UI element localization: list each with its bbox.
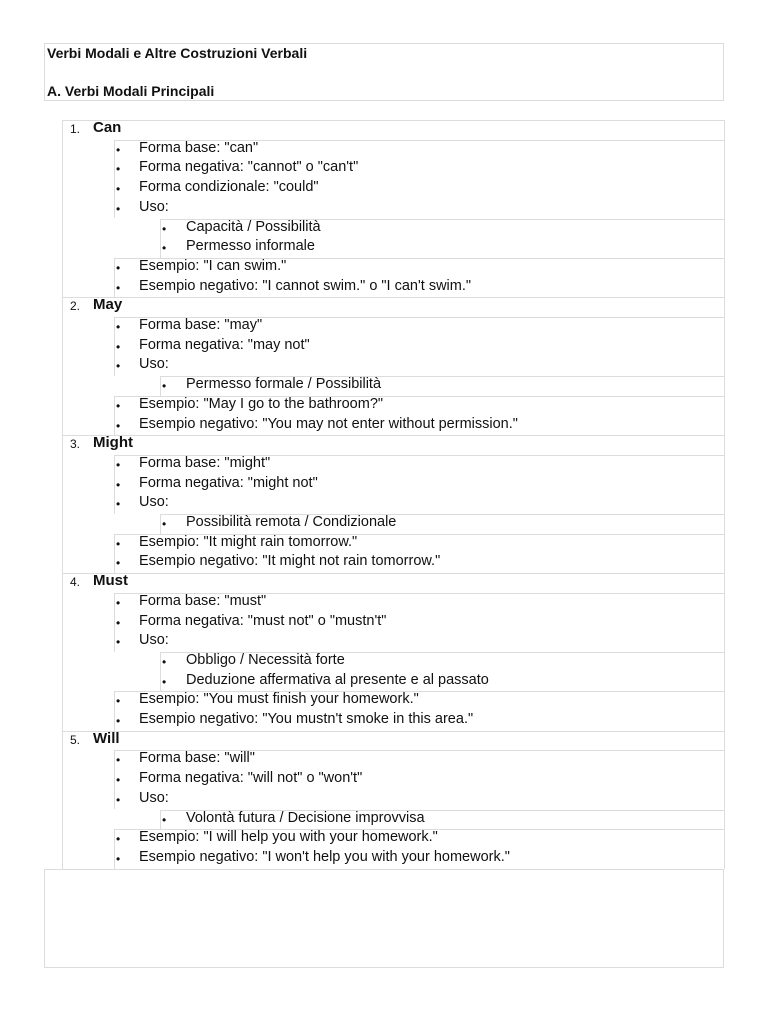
list-number: 3.	[69, 437, 80, 452]
example-item: Esempio: "You must finish your homework."	[139, 691, 419, 708]
examples-block-edge	[114, 829, 115, 868]
outline-right-edge	[724, 120, 725, 869]
empty-footer-box	[44, 869, 724, 968]
bullet-icon: •	[116, 595, 121, 610]
example-item: Esempio negativo: "I cannot swim." o "I can't swim."	[139, 277, 472, 294]
examples-block-edge	[114, 534, 115, 573]
bullet-icon: •	[116, 635, 121, 650]
form-item: Forma negativa: "will not" o "won't"	[139, 770, 363, 787]
bullet-icon: •	[116, 851, 121, 866]
bullet-icon: •	[116, 418, 121, 433]
form-item: Forma base: "might"	[139, 454, 271, 471]
form-item: Forma base: "may"	[139, 317, 263, 333]
bullet-icon: •	[162, 241, 167, 256]
forms-block-edge	[114, 455, 115, 514]
form-item: Uso:	[139, 632, 169, 649]
examples-block-edge	[114, 396, 115, 435]
bullet-icon: •	[116, 477, 121, 492]
verb-row-border	[62, 120, 724, 121]
document-title: Verbi Modali e Altre Costruzioni Verbali	[47, 45, 308, 61]
bullet-icon: •	[116, 201, 121, 216]
verb-row-border	[62, 731, 724, 732]
bullet-icon: •	[116, 162, 121, 177]
example-item: Esempio negativo: "You may not enter without permission."	[139, 415, 518, 432]
form-item: Uso:	[139, 494, 169, 511]
example-item: Esempio: "I will help you with your homework."	[139, 829, 438, 846]
bullet-icon: •	[116, 457, 121, 472]
form-item: Forma negativa: "cannot" o "can't"	[139, 159, 359, 176]
form-item: Forma negativa: "might not"	[139, 474, 318, 491]
form-item: Forma condizionale: "could"	[139, 179, 319, 196]
verb-heading: Must	[93, 572, 128, 590]
verb-heading: May	[93, 296, 123, 314]
bullet-icon: •	[116, 792, 121, 807]
form-item: Forma negativa: "may not"	[139, 336, 310, 353]
bullet-icon: •	[116, 832, 121, 847]
verb-row-border	[62, 297, 724, 298]
verb-heading: Can	[93, 119, 122, 136]
list-number: 2.	[69, 299, 80, 314]
forms-block-edge	[114, 750, 115, 809]
uses-block-edge	[160, 219, 161, 258]
uses-block-edge	[160, 514, 161, 534]
form-item: Uso:	[139, 356, 169, 373]
bullet-icon: •	[162, 812, 167, 827]
form-item: Uso:	[139, 789, 169, 806]
bullet-icon: •	[162, 221, 167, 236]
use-item: Obbligo / Necessità forte	[186, 651, 345, 668]
bullet-icon: •	[116, 694, 121, 709]
uses-block-edge	[160, 810, 161, 830]
bullet-icon: •	[116, 556, 121, 571]
list-number: 4.	[69, 575, 80, 590]
use-item: Capacità / Possibilità	[186, 218, 321, 235]
use-item: Permesso formale / Possibilità	[186, 376, 382, 393]
bullet-icon: •	[116, 280, 121, 295]
example-item: Esempio negativo: "I won't help you with your homework."	[139, 848, 510, 865]
bullet-icon: •	[162, 379, 167, 394]
list-number: 5.	[69, 732, 80, 747]
bullet-icon: •	[162, 517, 167, 531]
section-title: A. Verbi Modali Principali	[47, 83, 215, 99]
bullet-icon: •	[116, 260, 121, 275]
bullet-icon: •	[116, 142, 121, 157]
bullet-icon: •	[162, 674, 167, 689]
form-item: Uso:	[139, 198, 169, 215]
examples-block-edge	[114, 258, 115, 297]
forms-block-edge	[114, 593, 115, 652]
form-item: Forma base: "will"	[139, 750, 255, 767]
example-item: Esempio: "It might rain tomorrow."	[139, 533, 358, 550]
bullet-icon: •	[116, 497, 121, 512]
bullet-icon: •	[116, 615, 121, 630]
forms-block-edge	[114, 317, 115, 376]
list-number: 1.	[69, 122, 80, 136]
forms-block-edge	[114, 140, 115, 219]
example-item: Esempio: "I can swim."	[139, 257, 287, 274]
bullet-icon: •	[116, 320, 121, 334]
bullet-icon: •	[162, 654, 167, 669]
example-item: Esempio: "May I go to the bathroom?"	[139, 395, 384, 412]
form-item: Forma base: "can"	[139, 139, 259, 156]
form-item: Forma negativa: "must not" o "mustn't"	[139, 612, 387, 629]
outline-left-edge	[62, 120, 63, 869]
use-item: Permesso informale	[186, 238, 315, 255]
example-item: Esempio negativo: "It might not rain tomorrow."	[139, 553, 441, 570]
bullet-icon: •	[116, 714, 121, 728]
verb-row-border	[62, 573, 724, 574]
bullet-icon: •	[116, 398, 121, 413]
verb-heading: Might	[93, 434, 133, 452]
use-item: Volontà futura / Decisione improvvisa	[186, 809, 425, 826]
example-item: Esempio negativo: "You mustn't smoke in this area."	[139, 711, 474, 727]
examples-block-edge	[114, 691, 115, 730]
use-item: Possibilità remota / Condizionale	[186, 514, 397, 530]
bullet-icon: •	[116, 773, 121, 788]
bullet-icon: •	[116, 359, 121, 374]
use-item: Deduzione affermativa al presente e al passato	[186, 671, 489, 688]
verb-row-border	[62, 435, 724, 436]
uses-block-edge	[160, 376, 161, 396]
uses-block-edge	[160, 652, 161, 691]
form-item: Forma base: "must"	[139, 592, 267, 609]
bullet-icon: •	[116, 182, 121, 197]
bullet-icon: •	[116, 339, 121, 354]
verb-heading: Will	[93, 729, 120, 747]
bullet-icon: •	[116, 753, 121, 768]
bullet-icon: •	[116, 536, 121, 551]
